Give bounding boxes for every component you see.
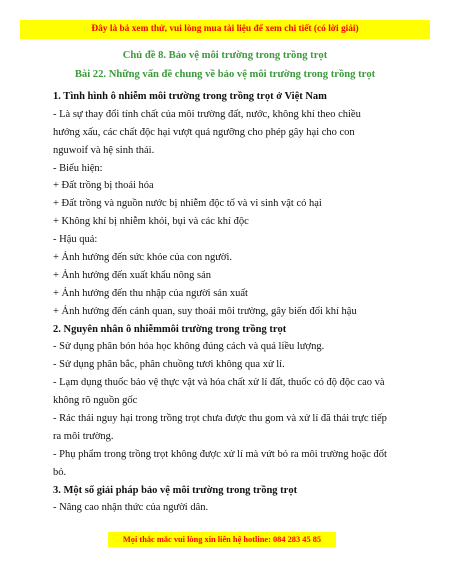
body-line: - Sử dụng phân bắc, phân chuồng tươi không qua xử lí. [53, 359, 285, 371]
body-line: - Là sự thay đổi tính chất của môi trường đất, nước, không khí theo chiều [53, 108, 361, 120]
body-line: + Đất trồng bị thoái hóa [53, 180, 154, 192]
preview-notice-banner: Đây là bả xem thử, vui lòng mua tài liệu để xem chi tiết (có lời giải) [20, 20, 430, 39]
body-line: ra môi trường. [53, 430, 114, 442]
section-heading-3: 3. Một số giải pháp bảo vệ môi trường trong trồng trọt [53, 484, 298, 496]
body-line: + Không khí bị nhiễm khói, bụi và các khí độc [53, 216, 249, 228]
section-heading-1: 1. Tình hình ô nhiễm môi trường trong trồng trọt ở Việt Nam [53, 91, 327, 102]
body-line: + Ảnh hưởng đến thu nhập của người sản xuất [53, 287, 248, 299]
body-line: nguwoif và hệ sinh thái. [53, 144, 155, 156]
body-line: bỏ. [53, 466, 67, 478]
body-line: - Phụ phẩm trong trồng trọt không được xử lí mà vứt bỏ ra môi trường hoặc đốt [53, 448, 387, 460]
lesson-title: Bài 22. Những vấn đề chung về bảo vệ môi trường trong trồng trọt [74, 69, 376, 80]
body-line: hướng xấu, các chất độc hại vượt quá ngưỡng cho phép gây hại cho con [53, 126, 355, 138]
body-line: + Ảnh hưởng đến xuất khẩu nông sản [53, 269, 212, 281]
body-line: + Ảnh hưởng đến sức khỏe của con người. [53, 252, 233, 264]
body-line: + Ảnh hưởng đến cảnh quan, suy thoái môi trường, gây biến đổi khí hậu [53, 305, 357, 317]
body-line: không rõ nguồn gốc [53, 395, 138, 407]
document-body [53, 88, 403, 517]
body-line: - Rác thải nguy hại trong trồng trọt chưa được thu gom và xử lí đã thải trực tiếp [53, 413, 387, 425]
hotline-footer-banner: Mọi thắc mắc vui lòng xin liên hệ hotline: 084 283 45 85 [108, 532, 336, 547]
body-line: - Sử dụng phân bón hóa học không đúng cách và quá liều lượng. [53, 341, 325, 353]
body-line: - Lạm dụng thuốc bảo vệ thực vật và hóa chất xử lí đất, thuốc có độ độc cao và [53, 377, 385, 389]
topic-title: Chủ đề 8. Bảo vệ môi trường trong trồng trọt [122, 50, 328, 61]
body-line: + Đất trồng và nguồn nước bị nhiễm độc tố và vi sinh vật có hại [53, 198, 322, 210]
body-line: - Hậu quả: [53, 234, 98, 246]
body-line: - Biểu hiện: [53, 162, 103, 174]
section-heading-2: 2. Nguyên nhân ô nhiễmmôi trường trong trồng trọt [53, 323, 287, 335]
body-line: - Nâng cao nhận thức của người dân. [53, 502, 209, 514]
